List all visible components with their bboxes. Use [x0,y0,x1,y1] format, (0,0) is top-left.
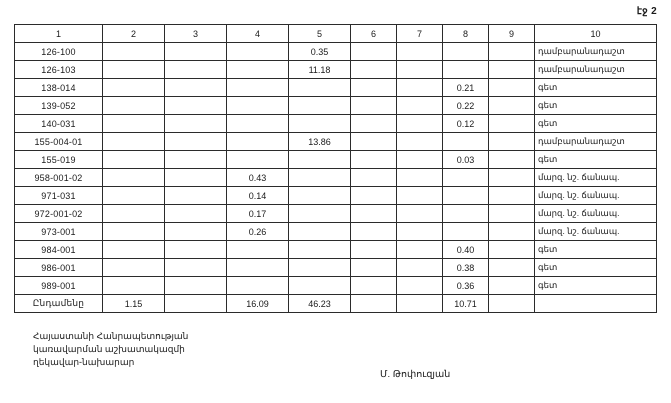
cell-col9 [489,241,535,259]
cell-col5 [289,223,351,241]
table-row [15,61,657,79]
cell-col9 [489,43,535,61]
cell-col9 [489,115,535,133]
cell-note: մարզ. նշ. ճանապ. [535,223,657,241]
cell-total-label: Ընդամենը [15,295,103,313]
cell-total-col4: 16.09 [227,295,289,313]
cell-code: 986-001 [15,259,103,277]
cell-note: գետ [535,259,657,277]
cell-col4: 0.26 [227,223,289,241]
cell-col7 [397,259,443,277]
cell-col6 [351,115,397,133]
cell-note: գետ [535,115,657,133]
cell-col3 [165,97,227,115]
cell-col9 [489,223,535,241]
cell-col7 [397,169,443,187]
column-header: 9 [489,25,535,43]
cell-col9 [489,259,535,277]
cell-note: դամբարանադաշտ [535,43,657,61]
cell-col6 [351,277,397,295]
cell-code: 155-004-01 [15,133,103,151]
cell-col2 [103,205,165,223]
cell-note: գետ [535,79,657,97]
table-row [15,223,657,241]
cell-col4 [227,151,289,169]
cell-col6 [351,151,397,169]
column-header: 2 [103,25,165,43]
cell-code: 958-001-02 [15,169,103,187]
cell-note: մարզ. նշ. ճանապ. [535,187,657,205]
data-table [14,24,657,313]
cell-col5 [289,151,351,169]
cell-col2 [103,151,165,169]
cell-col2 [103,223,165,241]
signature-line-2: կառավարման աշխատակազմի [33,344,185,354]
cell-col3 [165,241,227,259]
cell-col3 [165,277,227,295]
cell-col2 [103,187,165,205]
cell-col8 [443,205,489,223]
cell-code: 972-001-02 [15,205,103,223]
cell-col8 [443,43,489,61]
cell-col3 [165,187,227,205]
cell-col7 [397,187,443,205]
cell-col7 [397,61,443,79]
cell-col8: 0.22 [443,97,489,115]
cell-col8 [443,133,489,151]
cell-col9 [489,169,535,187]
cell-col2 [103,133,165,151]
cell-col9 [489,133,535,151]
cell-col8: 0.12 [443,115,489,133]
cell-col7 [397,79,443,97]
cell-note: մարզ. նշ. ճանապ. [535,205,657,223]
table-row [15,97,657,115]
cell-code: 155-019 [15,151,103,169]
signature-title-block [33,330,188,369]
cell-col6 [351,97,397,115]
cell-col3 [165,259,227,277]
column-header: 3 [165,25,227,43]
cell-col3 [165,151,227,169]
cell-col9 [489,187,535,205]
cell-total-note [535,295,657,313]
cell-col4 [227,277,289,295]
table-row [15,133,657,151]
cell-col2 [103,169,165,187]
table-total-row [15,295,657,313]
cell-col2 [103,43,165,61]
cell-col3 [165,169,227,187]
cell-col5 [289,187,351,205]
column-header: 8 [443,25,489,43]
cell-col9 [489,277,535,295]
cell-col9 [489,79,535,97]
cell-col8 [443,223,489,241]
cell-col7 [397,205,443,223]
cell-col4: 0.43 [227,169,289,187]
cell-total-col3 [165,295,227,313]
cell-col8: 0.40 [443,241,489,259]
cell-total-col7 [397,295,443,313]
cell-col6 [351,43,397,61]
cell-col2 [103,115,165,133]
cell-col5 [289,241,351,259]
cell-col6 [351,259,397,277]
cell-col8 [443,169,489,187]
cell-col3 [165,61,227,79]
cell-code: 139-052 [15,97,103,115]
cell-col4 [227,61,289,79]
cell-col6 [351,169,397,187]
cell-note: գետ [535,277,657,295]
cell-note: դամբարանադաշտ [535,61,657,79]
cell-total-col8: 10.71 [443,295,489,313]
cell-code: 126-100 [15,43,103,61]
cell-col5: 0.35 [289,43,351,61]
cell-total-col2: 1.15 [103,295,165,313]
cell-col4 [227,133,289,151]
cell-col8: 0.03 [443,151,489,169]
cell-col5 [289,277,351,295]
cell-col7 [397,97,443,115]
cell-col5 [289,79,351,97]
cell-col9 [489,151,535,169]
cell-col3 [165,205,227,223]
cell-col3 [165,43,227,61]
cell-col6 [351,223,397,241]
cell-total-col5: 46.23 [289,295,351,313]
table-row [15,277,657,295]
page-label: էջ 2 [636,6,657,17]
cell-col6 [351,133,397,151]
cell-note: դամբարանադաշտ [535,133,657,151]
table-row [15,205,657,223]
column-header: 7 [397,25,443,43]
cell-col6 [351,79,397,97]
cell-code: 984-001 [15,241,103,259]
cell-code: 140-031 [15,115,103,133]
cell-col9 [489,205,535,223]
data-table-container [14,24,656,313]
cell-col9 [489,61,535,79]
table-row [15,115,657,133]
signature-line-3: ղեկավար-նախարար [33,357,135,367]
cell-col4 [227,115,289,133]
cell-col8: 0.38 [443,259,489,277]
cell-col5 [289,259,351,277]
table-row [15,151,657,169]
cell-col6 [351,241,397,259]
column-header: 6 [351,25,397,43]
cell-col4 [227,43,289,61]
cell-col2 [103,241,165,259]
cell-code: 973-001 [15,223,103,241]
table-row [15,187,657,205]
cell-code: 138-014 [15,79,103,97]
cell-col4: 0.17 [227,205,289,223]
table-row [15,259,657,277]
table-header-row [15,25,657,43]
cell-col4 [227,241,289,259]
cell-col2 [103,277,165,295]
cell-col2 [103,79,165,97]
cell-col3 [165,223,227,241]
table-row [15,79,657,97]
cell-note: գետ [535,97,657,115]
cell-note: գետ [535,241,657,259]
column-header: 5 [289,25,351,43]
cell-col3 [165,133,227,151]
column-header: 10 [535,25,657,43]
cell-col8 [443,61,489,79]
cell-col4 [227,97,289,115]
cell-total-col6 [351,295,397,313]
cell-col3 [165,115,227,133]
cell-col2 [103,61,165,79]
table-row [15,241,657,259]
cell-col8: 0.36 [443,277,489,295]
signer-name: Մ. Թոփուզյան [380,369,451,380]
cell-col5 [289,169,351,187]
signature-line-1: Հայաստանի Հանրապետության [33,331,189,341]
cell-col2 [103,97,165,115]
cell-col9 [489,97,535,115]
cell-col5 [289,205,351,223]
cell-col7 [397,277,443,295]
cell-note: մարզ. նշ. ճանապ. [535,169,657,187]
cell-col5: 13.86 [289,133,351,151]
cell-code: 971-031 [15,187,103,205]
column-header: 1 [15,25,103,43]
cell-code: 126-103 [15,61,103,79]
cell-col7 [397,43,443,61]
column-header: 4 [227,25,289,43]
cell-col7 [397,223,443,241]
cell-col7 [397,133,443,151]
cell-col3 [165,79,227,97]
cell-col2 [103,259,165,277]
cell-total-col9 [489,295,535,313]
cell-col6 [351,205,397,223]
cell-code: 989-001 [15,277,103,295]
cell-col8: 0.21 [443,79,489,97]
cell-col7 [397,115,443,133]
table-row [15,169,657,187]
table-row [15,43,657,61]
cell-col7 [397,241,443,259]
cell-col7 [397,151,443,169]
cell-col8 [443,187,489,205]
cell-col4 [227,79,289,97]
cell-col5 [289,97,351,115]
cell-note: գետ [535,151,657,169]
cell-col6 [351,61,397,79]
cell-col4 [227,259,289,277]
cell-col6 [351,187,397,205]
cell-col5: 11.18 [289,61,351,79]
cell-col4: 0.14 [227,187,289,205]
cell-col5 [289,115,351,133]
